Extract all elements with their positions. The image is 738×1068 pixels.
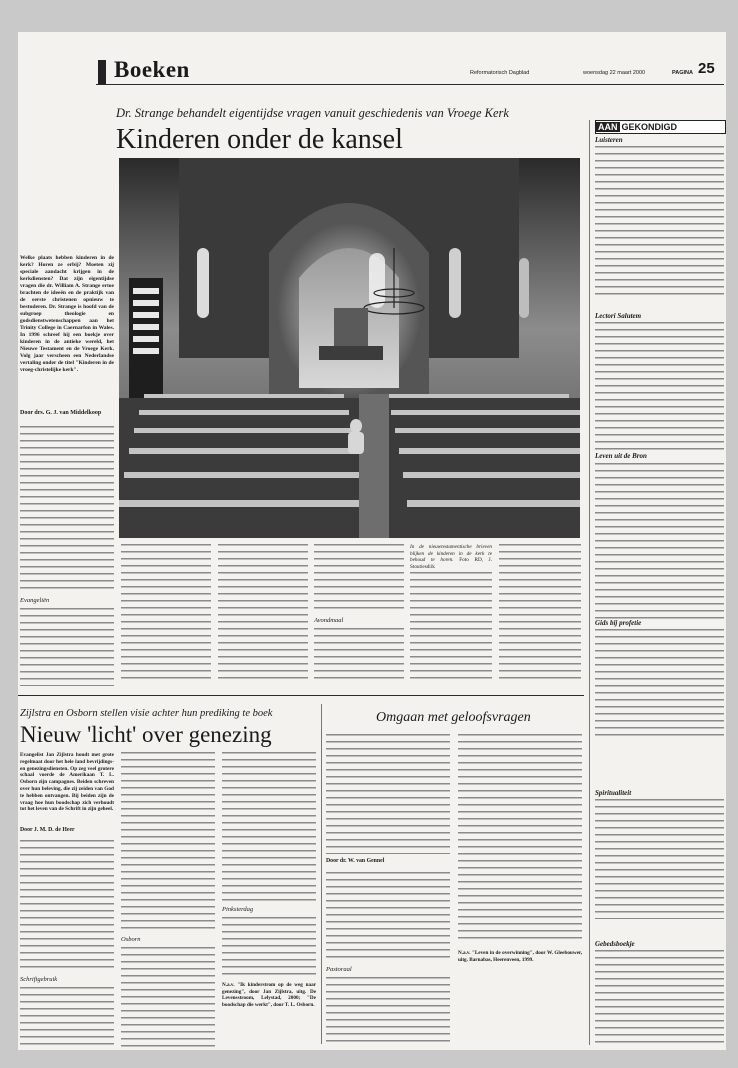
article2-body-col1b bbox=[20, 987, 114, 1047]
article1-body-col4 bbox=[314, 544, 404, 614]
article1-subhead-avondmaal: Avondmaal bbox=[314, 617, 344, 624]
aan-item-title-5: Spiritualiteit bbox=[595, 789, 632, 797]
article2-body-col2 bbox=[121, 752, 215, 932]
church-interior-photo bbox=[119, 158, 580, 538]
newspaper-page bbox=[18, 32, 726, 1050]
article2-ref: N.a.v. "Ik kinderstrom op de weg naar genezing", door Jan Zijlstra, uitg. De Levensstroom, Lelystad, 2000; "De boodschap die werkt", door T. L. Osborn. bbox=[222, 982, 316, 1008]
aan-item-title-6: Gebedsboekje bbox=[595, 940, 635, 948]
article1-intro: Welke plaats hebben kinderen in de kerk? Horen ze erbij? Moeten zij speciale aandacht krijgen in de kerkdiensten? Dat zijn eigentijdse vragen die dr. William A. Strange ertoe brachten de ideeën en de praktijk van de eerste christenen opnieuw te bestuderen. Dr. Strange is hoofd van de subgroep theologie en godsdienstwetenschappen aan het Trinity College in Caernarfon in Wales. In 1996 schreef hij een boekje over kinderen in de antieke wereld, het Nieuwe Testament en de Vroege Kerk. Volg jaar verscheen een Nederlandse vertaling onder de titel "Kinderen in de vroeg-christelijke kerk". bbox=[20, 255, 114, 373]
article2-article3-divider bbox=[321, 704, 322, 1044]
aan-item-body-4 bbox=[595, 629, 724, 741]
article2-subhead-schriftgebruik: Schriftgebruik bbox=[20, 976, 58, 983]
article1-body-col6 bbox=[499, 544, 581, 684]
article1-byline: Door drs. G. J. van Middelkoop bbox=[20, 410, 102, 416]
article2-kicker: Zijlstra en Osborn stellen visie achter hun prediking te boek bbox=[20, 708, 273, 719]
aan-item-title-4: Gids bij profetie bbox=[595, 619, 642, 627]
aangekondigd-banner bbox=[595, 120, 726, 134]
aan-item-body-6 bbox=[595, 950, 724, 1046]
article3-body-col2 bbox=[458, 734, 582, 944]
article3-body-col1 bbox=[326, 872, 450, 962]
article2-body-col2b bbox=[121, 947, 215, 1047]
caption-credit: Foto RD, J. Stoutjesdijk bbox=[410, 557, 492, 568]
article1-body-col4b bbox=[314, 628, 404, 684]
article1-headline: Kinderen onder de kansel bbox=[116, 124, 403, 155]
section-title: Boeken bbox=[114, 57, 190, 82]
aan-item-title-3: Leven uit de Bron bbox=[595, 452, 647, 460]
article2-subhead-osborn: Osborn bbox=[121, 936, 141, 943]
aan-item-title-2: Lectori Salutem bbox=[595, 312, 642, 320]
banner-right: GEKONDIGD bbox=[621, 122, 678, 132]
header-date: woensdag 22 maart 2000 bbox=[583, 70, 646, 76]
aan-item-body-5 bbox=[595, 799, 724, 919]
article3-byline: Door dr. W. van Gennel bbox=[326, 858, 385, 864]
paper-name: Reformatorisch Dagblad bbox=[470, 70, 530, 76]
article3-ref: N.a.v. "Leven in de overwinning", door W. Gleebouwer, uitg. Barnabas, Heerenveen, 1999. bbox=[458, 950, 582, 963]
caption-text: In de nieuwtestamentische brieven blijken de kinderen in de kerk te behoud te horen. bbox=[410, 544, 492, 563]
article2-subhead-pinksterdag: Pinksterdag bbox=[222, 906, 254, 913]
header-rule-left bbox=[98, 60, 106, 84]
article2-body-col1 bbox=[20, 840, 114, 972]
article2-headline: Nieuw 'licht' over genezing bbox=[20, 722, 272, 747]
article1-body-col1b bbox=[20, 608, 114, 686]
page-label: PAGINA bbox=[672, 70, 693, 76]
article1-body-col2 bbox=[121, 544, 211, 684]
article3-kicker: Omgaan met geloofsvragen bbox=[376, 710, 531, 725]
article1-subhead-evangelien: Evangeliën bbox=[20, 597, 50, 604]
banner-left: AAN bbox=[598, 122, 618, 132]
aan-item-body-2 bbox=[595, 322, 724, 450]
article-divider bbox=[18, 695, 584, 696]
page-number: 25 bbox=[698, 60, 715, 77]
article2-byline: Door J. M. D. de Heer bbox=[20, 827, 75, 833]
article3-intro bbox=[326, 734, 450, 854]
aan-item-body-3 bbox=[595, 463, 724, 619]
article1-body-col5 bbox=[410, 572, 492, 684]
article2-intro: Evangelist Jan Zijlstra houdt met grote regelmaat door het hele land bevrijdings- en genezingsdiensten. Op zeg veel grotere schaal voerde de Amerikaan T. L. Osborn zijn campagnes. Beiden schreven over hun beleving, die zij zeiden van God te hebben ontvangen. Bij beiden zijn de vraag hoe hun boodschap zich verhoudt tot het leven van de Schrift in zijn geheel. bbox=[20, 752, 114, 813]
header-rule bbox=[96, 84, 724, 85]
photo-caption bbox=[410, 544, 492, 568]
sidebar-divider bbox=[589, 120, 590, 1045]
article1-body-col3 bbox=[218, 544, 308, 684]
article3-body-col1b bbox=[326, 977, 450, 1047]
article2-body-col3b bbox=[222, 917, 316, 977]
article3-subhead-pastoraal: Pastoraal bbox=[326, 966, 352, 973]
aan-item-title-1: Luisteren bbox=[595, 136, 623, 144]
aan-item-body-1 bbox=[595, 146, 724, 298]
article1-body-col1 bbox=[20, 426, 114, 594]
article1-kicker: Dr. Strange behandelt eigentijdse vragen vanuit geschiedenis van Vroege Kerk bbox=[116, 106, 509, 120]
article2-body-col3 bbox=[222, 752, 316, 902]
